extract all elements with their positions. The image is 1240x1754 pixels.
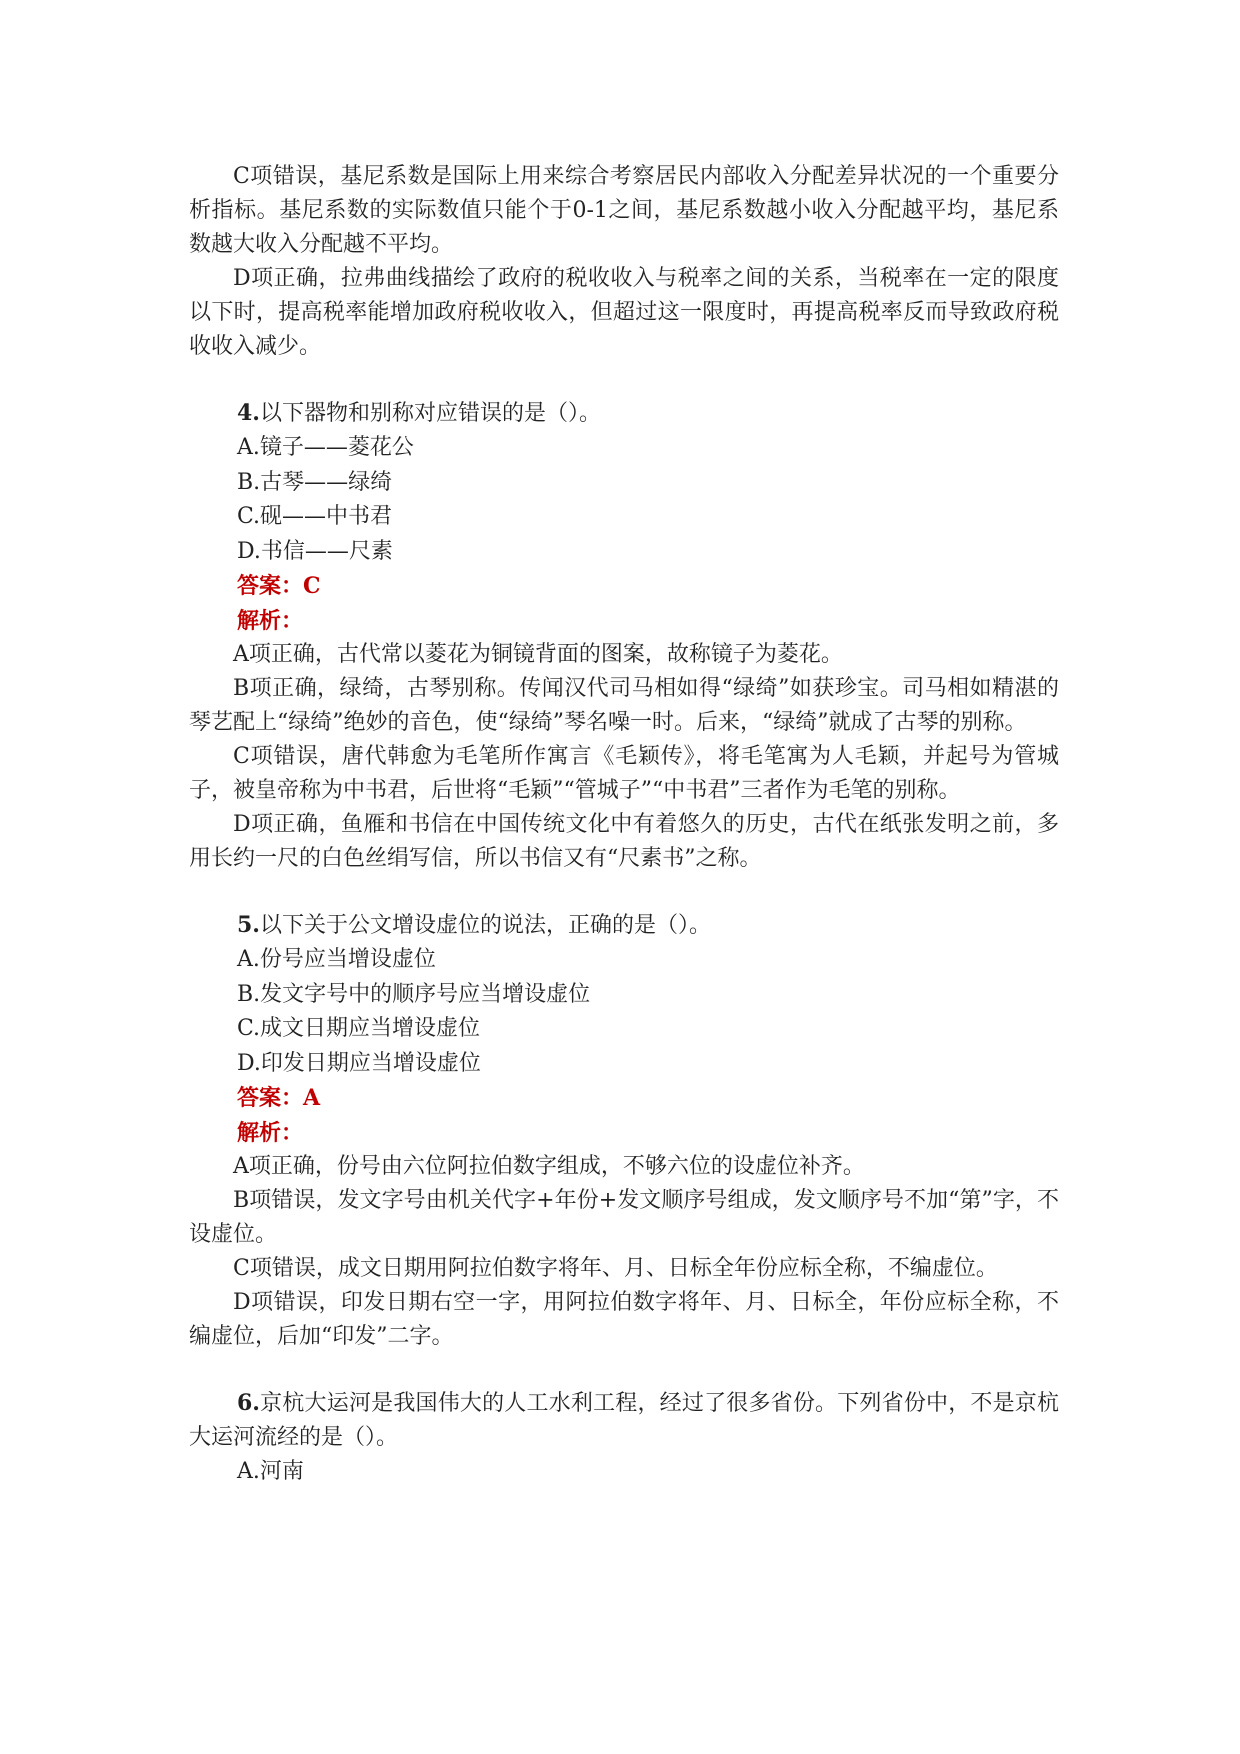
analysis-paragraph: B项错误，发文字号由机关代字+年份+发文顺序号组成，发文顺序号不加“第”字，不设虚位。 <box>189 1188 1059 1247</box>
analysis-paragraph: C项错误，唐代韩愈为毛笔所作寓言《毛颖传》，将毛笔寓为人毛颖，并起号为管城子，被皇帝称为中书君，后世将“毛颖”“管城子”“中书君”三者作为毛笔的别称。 <box>189 744 1059 803</box>
question-4 <box>189 396 1059 431</box>
question-stem: 京杭大运河是我国伟大的人工水利工程，经过了很多省份。下列省份中，不是京杭大运河流经的是（）。 <box>189 1391 1059 1450</box>
option-d: D.书信——尺素 <box>237 538 393 564</box>
analysis-paragraph: B项正确，绿绮，古琴别称。传闻汉代司马相如得“绿绮”如获珍宝。司马相如精湛的琴艺配上“绿绮”绝妙的音色，使“绿绮”琴名噪一时。后来，“绿绮”就成了古琴的别称。 <box>189 676 1059 735</box>
question-number: 4. <box>237 400 260 426</box>
question-6 <box>189 1386 1059 1455</box>
analysis-paragraph: D项正确，拉弗曲线描绘了政府的税收收入与税率之间的关系，当税率在一定的限度以下时，提高税率能增加政府税收收入，但超过这一限度时，再提高税率反而导致政府税收收入减少。 <box>189 266 1059 359</box>
analysis-paragraph: C项错误，成文日期用阿拉伯数字将年、月、日标全年份应标全称，不编虚位。 <box>233 1256 998 1281</box>
option-b: B.古琴——绿绮 <box>237 469 393 495</box>
question-number: 5. <box>237 912 260 938</box>
option-a: A.河南 <box>237 1459 304 1484</box>
answer-label: 答案：C <box>237 573 321 599</box>
analysis-paragraph: C项错误，基尼系数是国际上用来综合考察居民内部收入分配差异状况的一个重要分析指标。基尼系数的实际数值只能个于0-1之间，基尼系数越小收入分配越平均，基尼系数越大收入分配越不平均。 <box>189 164 1059 257</box>
option-a: A.份号应当增设虚位 <box>237 947 436 972</box>
question-stem: 以下关于公文增设虚位的说法，正确的是（）。 <box>259 913 711 938</box>
analysis-label: 解析： <box>237 1119 304 1146</box>
question-stem: 以下器物和别称对应错误的是（）。 <box>259 401 601 426</box>
question-5 <box>189 908 1059 943</box>
analysis-paragraph: D项正确，鱼雁和书信在中国传统文化中有着悠久的历史，古代在纸张发明之前，多用长约一尺的白色丝绢写信，所以书信又有“尺素书”之称。 <box>189 812 1059 871</box>
analysis-paragraph: A项正确，份号由六位阿拉伯数字组成，不够六位的设虚位补齐。 <box>233 1154 865 1179</box>
option-b: B.发文字号中的顺序号应当增设虚位 <box>237 981 591 1007</box>
option-c: C.砚——中书君 <box>237 504 393 529</box>
option-a: A.镜子——菱花公 <box>237 435 414 460</box>
option-c: C.成文日期应当增设虚位 <box>237 1016 481 1041</box>
analysis-paragraph: D项错误，印发日期右空一字，用阿拉伯数字将年、月、日标全，年份应标全称，不编虚位，后加“印发”二字。 <box>189 1290 1059 1349</box>
analysis-paragraph: A项正确，古代常以菱花为铜镜背面的图案，故称镜子为菱花。 <box>233 642 843 667</box>
option-d: D.印发日期应当增设虚位 <box>237 1050 481 1076</box>
answer-label: 答案：A <box>237 1085 321 1111</box>
document-page <box>189 160 1059 1490</box>
question-number: 6. <box>237 1390 260 1416</box>
analysis-label: 解析： <box>237 607 304 634</box>
